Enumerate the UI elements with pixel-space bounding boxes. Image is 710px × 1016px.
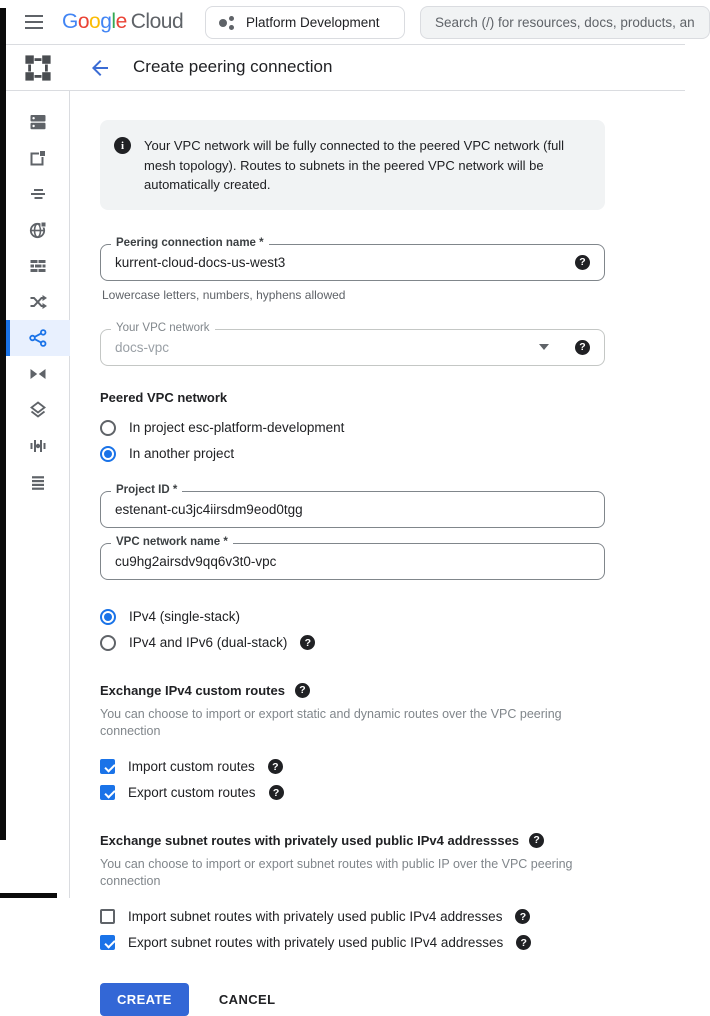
sidebar-item-internal-ranges[interactable]	[6, 212, 70, 248]
menu-icon[interactable]	[22, 10, 46, 34]
vpc-network-product-icon	[24, 54, 52, 82]
subnet-routes-heading: Exchange subnet routes with privately used public IPv4 addressses ?	[100, 833, 660, 848]
checkbox-export-custom-routes[interactable]: Export custom routes ?	[100, 780, 605, 806]
checkbox-import-subnet-routes[interactable]: Import subnet routes with privately used public IPv4 addresses ?	[100, 904, 660, 930]
help-icon[interactable]: ?	[515, 909, 530, 924]
sidebar-item-shared-vpc[interactable]	[6, 356, 70, 392]
help-icon[interactable]: ?	[295, 683, 310, 698]
page-title: Create peering connection	[133, 57, 333, 76]
logo-letter: o	[89, 10, 101, 33]
sidebar-item-network-list[interactable]	[6, 464, 70, 500]
logo-cloud-word: Cloud	[130, 10, 184, 33]
your-vpc-select[interactable]	[100, 321, 605, 366]
internal-ranges-icon	[28, 220, 48, 240]
checkbox-export-subnet-routes[interactable]: Export subnet routes with privately used public IPv4 addresses ?	[100, 930, 660, 956]
your-vpc-label: Your VPC network	[111, 322, 215, 334]
create-button[interactable]: CREATE	[100, 983, 189, 1016]
screen-edge-strip	[0, 8, 6, 840]
sidebar-item-packet-mirroring[interactable]	[6, 428, 70, 464]
sidebar-item-routes[interactable]	[6, 284, 70, 320]
sidebar-item-ip-addresses[interactable]	[6, 140, 70, 176]
sidebar-item-vpc-networks[interactable]	[6, 104, 70, 140]
routes-icon	[28, 292, 48, 312]
help-icon[interactable]: ?	[575, 255, 590, 270]
chevron-down-icon	[539, 344, 549, 350]
project-selector-label: Platform Development	[246, 15, 380, 30]
shared-vpc-icon	[28, 364, 48, 384]
vpc-network-peering-icon	[28, 328, 48, 348]
peering-name-field[interactable]	[100, 236, 605, 281]
left-nav-rail	[6, 91, 70, 898]
form-actions	[100, 983, 605, 1016]
ip-addresses-icon	[28, 148, 48, 168]
radio-ipv4-ipv6-dual-stack[interactable]: IPv4 and IPv6 (dual-stack) ?	[100, 630, 605, 656]
firewall-icon	[28, 256, 48, 276]
back-arrow-icon[interactable]	[88, 56, 112, 80]
info-banner	[100, 120, 605, 210]
vpc-networks-icon	[28, 112, 48, 132]
help-icon[interactable]: ?	[269, 785, 284, 800]
sidebar-item-serverless-vpc-access[interactable]	[6, 392, 70, 428]
project-id-label: Project ID *	[111, 484, 182, 496]
help-icon[interactable]: ?	[575, 340, 590, 355]
radio-ipv4-single-stack[interactable]: IPv4 (single-stack)	[100, 604, 605, 630]
network-list-icon	[28, 472, 48, 492]
checkbox-checked-icon[interactable]	[100, 935, 115, 950]
project-icon	[218, 14, 236, 32]
vpc-network-name-field[interactable]	[100, 535, 605, 580]
peered-vpc-heading: Peered VPC network	[100, 389, 228, 405]
radio-icon-selected[interactable]	[100, 609, 116, 625]
search-input[interactable]	[420, 6, 710, 39]
checkbox-checked-icon[interactable]	[100, 759, 115, 774]
help-icon[interactable]: ?	[529, 833, 544, 848]
sidebar-item-firewall[interactable]	[6, 248, 70, 284]
project-selector-button[interactable]	[205, 6, 405, 39]
logo-letter: g	[100, 10, 112, 33]
main-content	[70, 91, 685, 1007]
info-banner-text: Your VPC network will be fully connected to the peered VPC network (full mesh topology). Routes to subnets in the peered VPC network will be automatically created.	[144, 138, 565, 192]
peering-name-label: Peering connection name *	[111, 237, 269, 249]
vpc-network-name-label: VPC network name *	[111, 536, 233, 548]
radio-in-project[interactable]: In project esc-platform-development	[100, 415, 605, 441]
radio-icon[interactable]	[100, 420, 116, 436]
logo-letter: e	[115, 10, 127, 33]
custom-routes-heading: Exchange IPv4 custom routes ?	[100, 683, 605, 698]
page-header	[0, 45, 685, 91]
checkbox-import-custom-routes[interactable]: Import custom routes ?	[100, 754, 605, 780]
custom-routes-description: You can choose to import or export static and dynamic routes over the VPC peering connection	[100, 706, 562, 738]
project-id-input[interactable]	[115, 502, 590, 517]
vpc-network-name-input[interactable]	[115, 554, 590, 569]
peering-name-helper: Lowercase letters, numbers, hyphens allowed	[102, 287, 346, 302]
help-icon[interactable]: ?	[516, 935, 531, 950]
peering-name-input[interactable]	[115, 255, 575, 270]
screen-edge-bottom	[0, 893, 57, 898]
checkbox-unchecked-icon[interactable]	[100, 909, 115, 924]
radio-icon[interactable]	[100, 635, 116, 651]
cancel-button[interactable]: CANCEL	[218, 991, 276, 1007]
logo-letter: o	[77, 10, 90, 33]
packet-mirroring-icon	[28, 436, 48, 456]
radio-in-another-project[interactable]: In another project	[100, 441, 605, 467]
subnet-routes-description: You can choose to import or export subnet routes with public IP over the VPC peering connection	[100, 856, 573, 888]
google-cloud-logo[interactable]	[62, 10, 183, 34]
serverless-vpc-access-icon	[28, 400, 48, 420]
bring-your-own-ip-icon	[28, 184, 48, 204]
radio-icon-selected[interactable]	[100, 446, 116, 462]
your-vpc-value: docs-vpc	[115, 339, 170, 355]
project-id-field[interactable]	[100, 483, 605, 528]
help-icon[interactable]: ?	[300, 635, 315, 650]
sidebar-item-vpc-network-peering[interactable]	[6, 320, 70, 356]
top-app-bar	[0, 0, 685, 45]
logo-letter: G	[62, 10, 78, 33]
checkbox-checked-icon[interactable]	[100, 785, 115, 800]
logo-letter: l	[111, 10, 116, 33]
info-icon: i	[114, 137, 131, 154]
help-icon[interactable]: ?	[268, 759, 283, 774]
sidebar-item-bring-your-own-ip[interactable]	[6, 176, 70, 212]
